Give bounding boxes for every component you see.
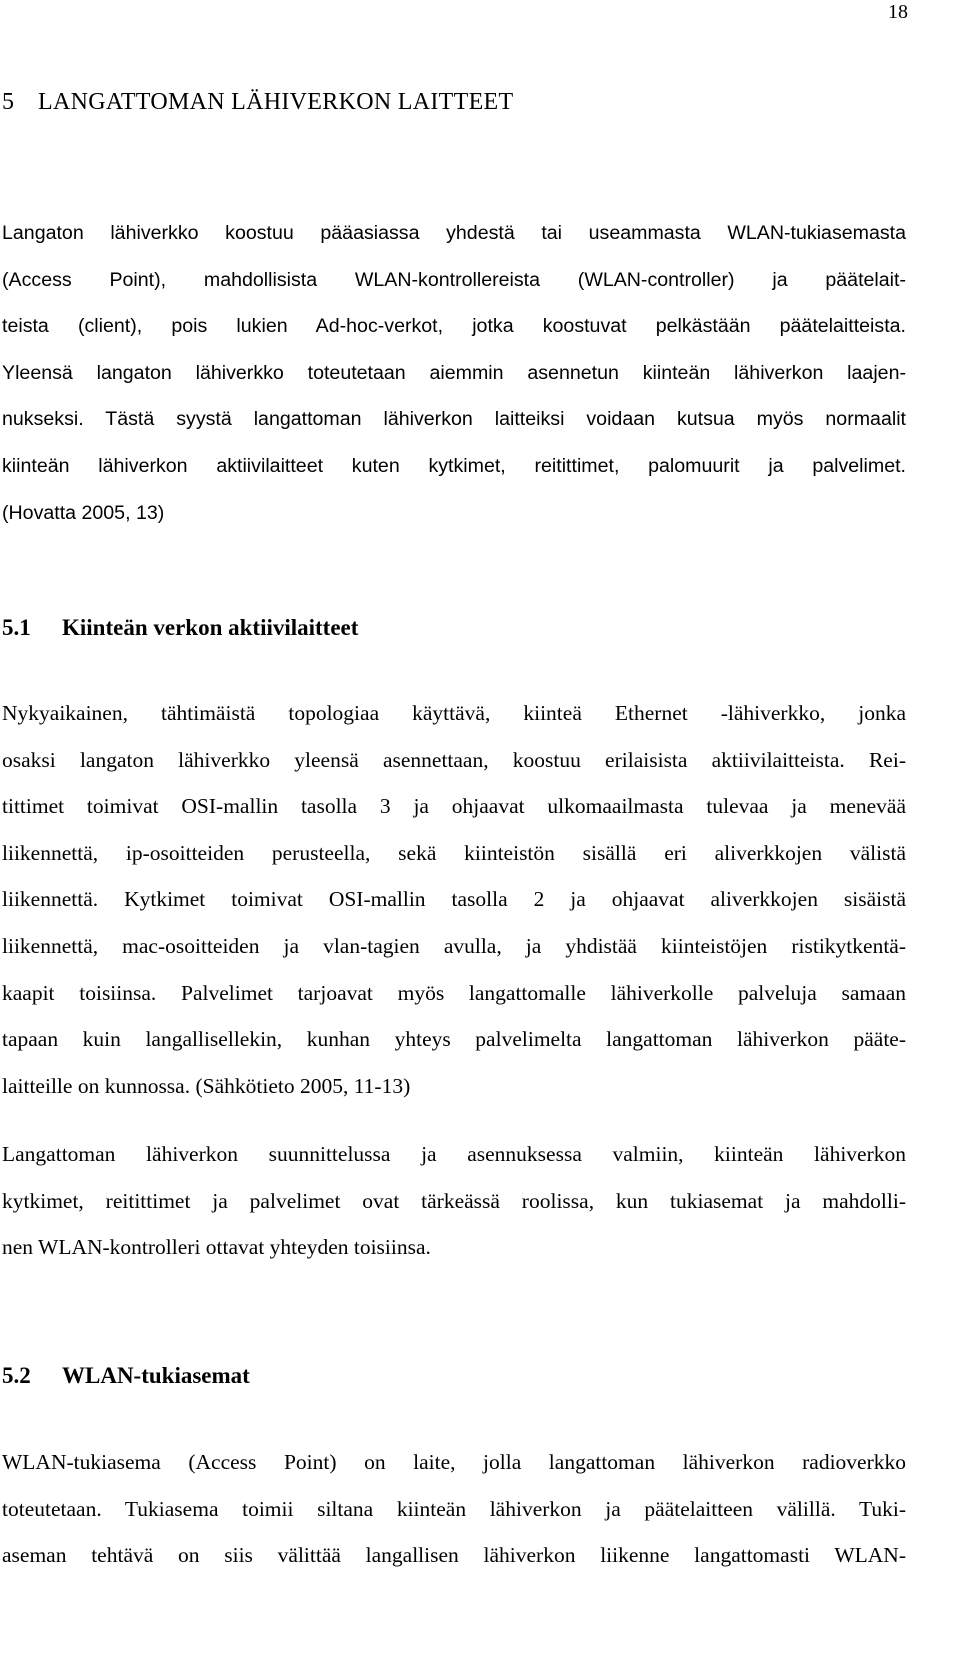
section-heading-5-1 (2, 614, 358, 642)
paragraph-line: osaksi langaton lähiverkko yleensä asennettaan, koostuu erilaisista aktiivilaitteista. Rei- (2, 747, 906, 772)
paragraph-line: liikennettä, mac-osoitteiden ja vlan-tagien avulla, ja yhdistää kiinteistöjen ristikytkentä- (2, 933, 906, 958)
paragraph-line: kiinteän lähiverkon aktiivilaitteet kuten kytkimet, reitittimet, palomuurit ja palvelimet. (2, 454, 906, 477)
section-5-1-paragraph-1 (2, 690, 906, 1109)
paragraph-line: liikennettä. Kytkimet toimivat OSI-mallin tasolla 2 ja ohjaavat aliverkkojen sisäistä (2, 887, 906, 912)
chapter-number: 5 (2, 89, 15, 115)
section-number: 5.1 (2, 615, 31, 640)
paragraph-line: liikennettä, ip-osoitteiden perusteella, sekä kiinteistön sisällä eri aliverkkojen välistä (2, 840, 906, 865)
paragraph-line: Yleensä langaton lähiverkko toteutetaan aiemmin asennetun kiinteän lähiverkon laajen- (2, 361, 906, 384)
paragraph-line: toteutetaan. Tukiasema toimii siltana kiinteän lähiverkon ja päätelaitteen välillä. Tuki- (2, 1496, 906, 1521)
chapter-title: LANGATTOMAN LÄHIVERKON LAITTEET (38, 89, 514, 115)
paragraph-line: nukseksi. Tästä syystä langattoman lähiverkon laitteiksi voidaan kutsua myös normaalit (2, 408, 906, 431)
intro-paragraph (2, 210, 906, 536)
section-heading-5-2 (2, 1362, 250, 1390)
section-number: 5.2 (2, 1363, 31, 1388)
paragraph-line: (Access Point), mahdollisista WLAN-kontrollereista (WLAN-controller) ja päätelait- (2, 268, 906, 291)
paragraph-line: laitteille on kunnossa. (Sähkötieto 2005, 11-13) (2, 1073, 411, 1098)
page-number: 18 (888, 1, 908, 23)
paragraph-line: Langattoman lähiverkon suunnittelussa ja asennuksessa valmiin, kiinteän lähiverkon (2, 1142, 906, 1166)
paragraph-line: kaapit toisiinsa. Palvelimet tarjoavat myös langattomalle lähiverkolle palveluja samaan (2, 980, 906, 1005)
paragraph-line: kytkimet, reitittimet ja palvelimet ovat tärkeässä roolissa, kun tukiasemat ja mahdolli- (2, 1188, 906, 1213)
paragraph-line: (Hovatta 2005, 13) (2, 501, 165, 524)
paragraph-line: teista (client), pois lukien Ad-hoc-verkot, jotka koostuvat pelkästään päätelaitteista. (2, 315, 906, 338)
section-title: WLAN-tukiasemat (62, 1363, 250, 1388)
paragraph-line: nen WLAN-kontrolleri ottavat yhteyden toisiinsa. (2, 1235, 431, 1260)
paragraph-line: Langaton lähiverkko koostuu pääasiassa yhdestä tai useammasta WLAN-tukiasemasta (2, 222, 906, 244)
paragraph-line: WLAN-tukiasema (Access Point) on laite, jolla langattoman lähiverkon radioverkko (2, 1450, 906, 1474)
chapter-heading (2, 88, 513, 116)
section-title: Kiinteän verkon aktiivilaitteet (62, 615, 359, 640)
paragraph-line: Nykyaikainen, tähtimäistä topologiaa käyttävä, kiinteä Ethernet -lähiverkko, jonka (2, 701, 906, 725)
section-5-2-paragraph-1 (2, 1439, 906, 1579)
paragraph-line: aseman tehtävä on siis välittää langallisen lähiverkon liikenne langattomasti WLAN- (2, 1543, 906, 1568)
section-5-1-paragraph-2 (2, 1131, 906, 1271)
paragraph-line: tapaan kuin langallisellekin, kunhan yhteys palvelimelta langattoman lähiverkon pääte- (2, 1027, 906, 1052)
paragraph-line: tittimet toimivat OSI-mallin tasolla 3 ja ohjaavat ulkomaailmasta tulevaa ja menevää (2, 794, 906, 819)
